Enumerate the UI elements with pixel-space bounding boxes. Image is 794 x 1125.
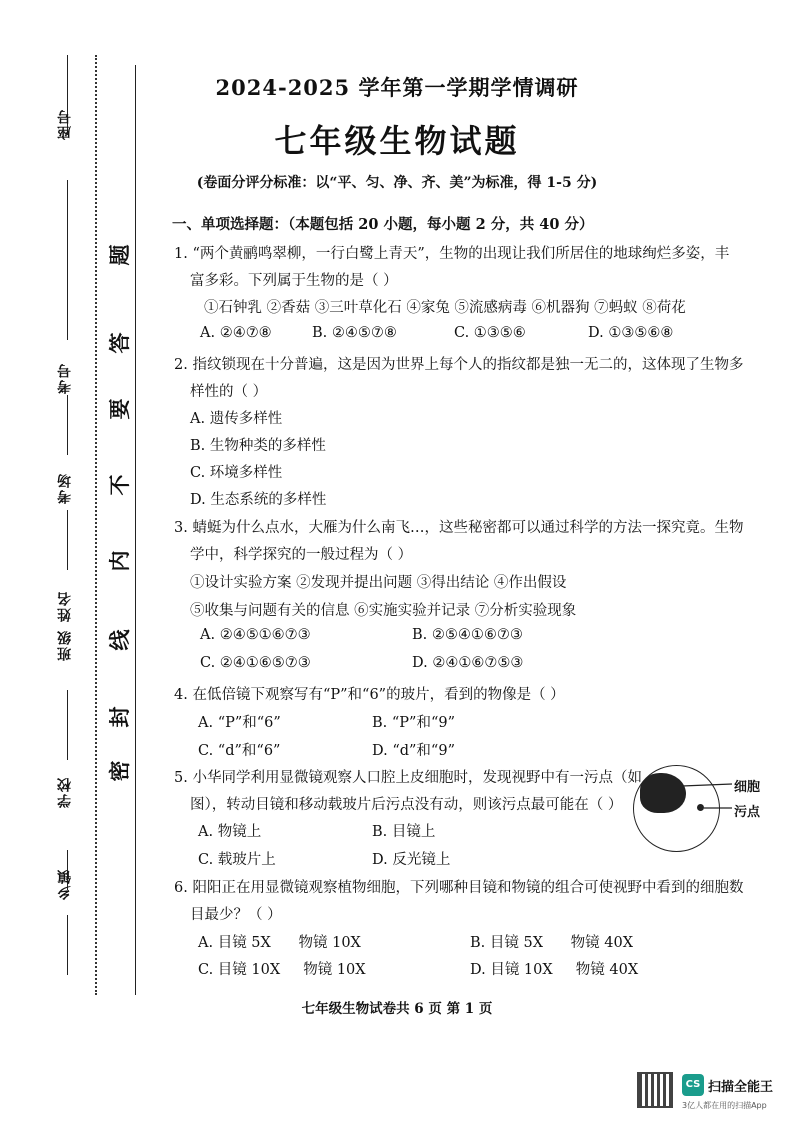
- q5-stem-line1: 5. 小华同学利用显微镜观察人口腔上皮细胞时，发现视野中有一污点（如: [174, 770, 642, 786]
- q3-option-a: A. ②④⑤①⑥⑦③: [200, 627, 311, 643]
- q2-option-d: D. 生态系统的多样性: [190, 492, 327, 508]
- q1-stem-line2: 富多彩。下列属于生物的是（ ）: [190, 273, 398, 289]
- qr-code-icon: [637, 1072, 673, 1108]
- seal-char-1: 题: [107, 244, 132, 266]
- q5-option-d: D. 反光镜上: [372, 852, 451, 868]
- exam-room-line: [67, 395, 68, 455]
- camscanner-logo: CS: [682, 1074, 704, 1096]
- q5-option-b: B. 目镜上: [372, 824, 436, 840]
- q3-option-b: B. ②⑤④①⑥⑦③: [412, 627, 523, 643]
- seat-label: 座号: [57, 108, 73, 140]
- q3-stem-line2: 学中，科学探究的一般过程为（ ）: [190, 547, 413, 563]
- q2-stem-line2: 样性的（ ）: [190, 384, 268, 400]
- seal-char-2: 答: [107, 332, 132, 354]
- scoring-note: (卷面分评分标准：以“平、匀、净、齐、美”为标准，得 1-5 分): [196, 175, 598, 191]
- seal-char-7: 封: [107, 706, 132, 728]
- seal-char-8: 密: [107, 760, 132, 782]
- town-line-bottom: [67, 915, 68, 975]
- q4-option-a: A. “P”和“6”: [198, 715, 281, 731]
- q6-option-c: C. 目镜 10X 物镜 10X: [198, 962, 366, 978]
- q3-items-1: ①设计实验方案 ②发现并提出问题 ③得出结论 ④作出假设: [190, 575, 567, 591]
- class-name-label: 班级 姓名: [57, 590, 73, 661]
- q3-option-d: D. ②④①⑥⑦⑤③: [412, 655, 524, 671]
- seal-line: [135, 65, 136, 995]
- q6-option-a: A. 目镜 5X 物镜 10X: [198, 935, 361, 951]
- class-line: [67, 510, 68, 570]
- q5-option-a: A. 物镜上: [198, 824, 262, 840]
- q1-option-a: A. ②④⑦⑧: [200, 325, 272, 341]
- dotted-cut-line: [95, 55, 97, 995]
- q1-option-b: B. ②④⑤⑦⑧: [312, 325, 397, 341]
- figure-pointer-lines: [680, 780, 738, 820]
- page-footer: 七年级生物试卷共 6 页 第 1 页: [301, 1001, 493, 1017]
- seal-char-5: 内: [107, 550, 132, 572]
- q1-option-c: C. ①③⑤⑥: [454, 325, 526, 341]
- q6-option-d: D. 目镜 10X 物镜 40X: [470, 962, 639, 978]
- q3-stem-line1: 3. 蜻蜓为什么点水，大雁为什么南飞…，这些秘密都可以通过科学的方法一探究竟。生物: [174, 520, 744, 536]
- seal-char-4: 不: [107, 474, 132, 496]
- exam-subtitle: 2024-2025 学年第一学期学情调研: [215, 75, 579, 100]
- exam-room-label: 考场: [57, 472, 73, 504]
- camscanner-tagline: 3亿人都在用的扫描App: [682, 1101, 767, 1110]
- school-label: 学校: [57, 776, 73, 808]
- q6-option-b: B. 目镜 5X 物镜 40X: [470, 935, 634, 951]
- section-heading: 一、单项选择题：（本题包括 20 小题，每小题 2 分，共 40 分）: [172, 216, 594, 233]
- seal-char-6: 线: [107, 629, 132, 651]
- q1-stem-line1: 1. “两个黄鹂鸣翠柳，一行白鹭上青天”，生物的出现让我们所居住的地球绚烂多姿，丰: [174, 246, 730, 262]
- q5-stem-line2: 图），转动目镜和移动载玻片后污点没有动，则该污点最可能在（ ）: [190, 797, 623, 813]
- q3-items-2: ⑤收集与问题有关的信息 ⑥实施实验并记录 ⑦分析实验现象: [190, 603, 577, 619]
- q4-option-c: C. “d”和“6”: [198, 743, 281, 759]
- figure-label-cell: 细胞: [734, 780, 761, 795]
- school-line: [67, 690, 68, 760]
- exam-no-label: 考号: [57, 362, 73, 394]
- q1-option-d: D. ①③⑤⑥⑧: [588, 325, 674, 341]
- camscanner-name: 扫描全能王: [708, 1080, 774, 1095]
- q2-option-c: C. 环境多样性: [190, 465, 283, 481]
- q2-option-a: A. 遗传多样性: [190, 411, 283, 427]
- exam-no-line: [67, 180, 68, 340]
- q4-stem: 4. 在低倍镜下观察写有“P”和“6”的玻片，看到的物像是（ ）: [174, 687, 565, 703]
- q5-option-c: C. 载玻片上: [198, 852, 276, 868]
- q4-option-d: D. “d”和“9”: [372, 743, 455, 759]
- q4-option-b: B. “P”和“9”: [372, 715, 456, 731]
- q6-stem-line1: 6. 阳阳正在用显微镜观察植物细胞，下列哪种目镜和物镜的组合可使视野中看到的细胞数: [174, 880, 744, 896]
- q3-option-c: C. ②④①⑥⑤⑦③: [200, 655, 311, 671]
- seal-char-3: 要: [107, 398, 132, 420]
- q2-stem-line1: 2. 指纹锁现在十分普遍，这是因为世界上每个人的指纹都是独一无二的，这体现了生物多: [174, 357, 744, 373]
- q1-items: ①石钟乳 ②香菇 ③三叶草化石 ④家兔 ⑤流感病毒 ⑥机器狗 ⑦蚂蚁 ⑧荷花: [204, 300, 686, 316]
- town-label: 乡镇: [57, 868, 73, 900]
- q2-option-b: B. 生物种类的多样性: [190, 438, 326, 454]
- figure-label-spot: 污点: [734, 805, 761, 820]
- exam-title: 七年级生物试题: [274, 122, 520, 160]
- q6-stem-line2: 目最少？（ ）: [190, 907, 282, 923]
